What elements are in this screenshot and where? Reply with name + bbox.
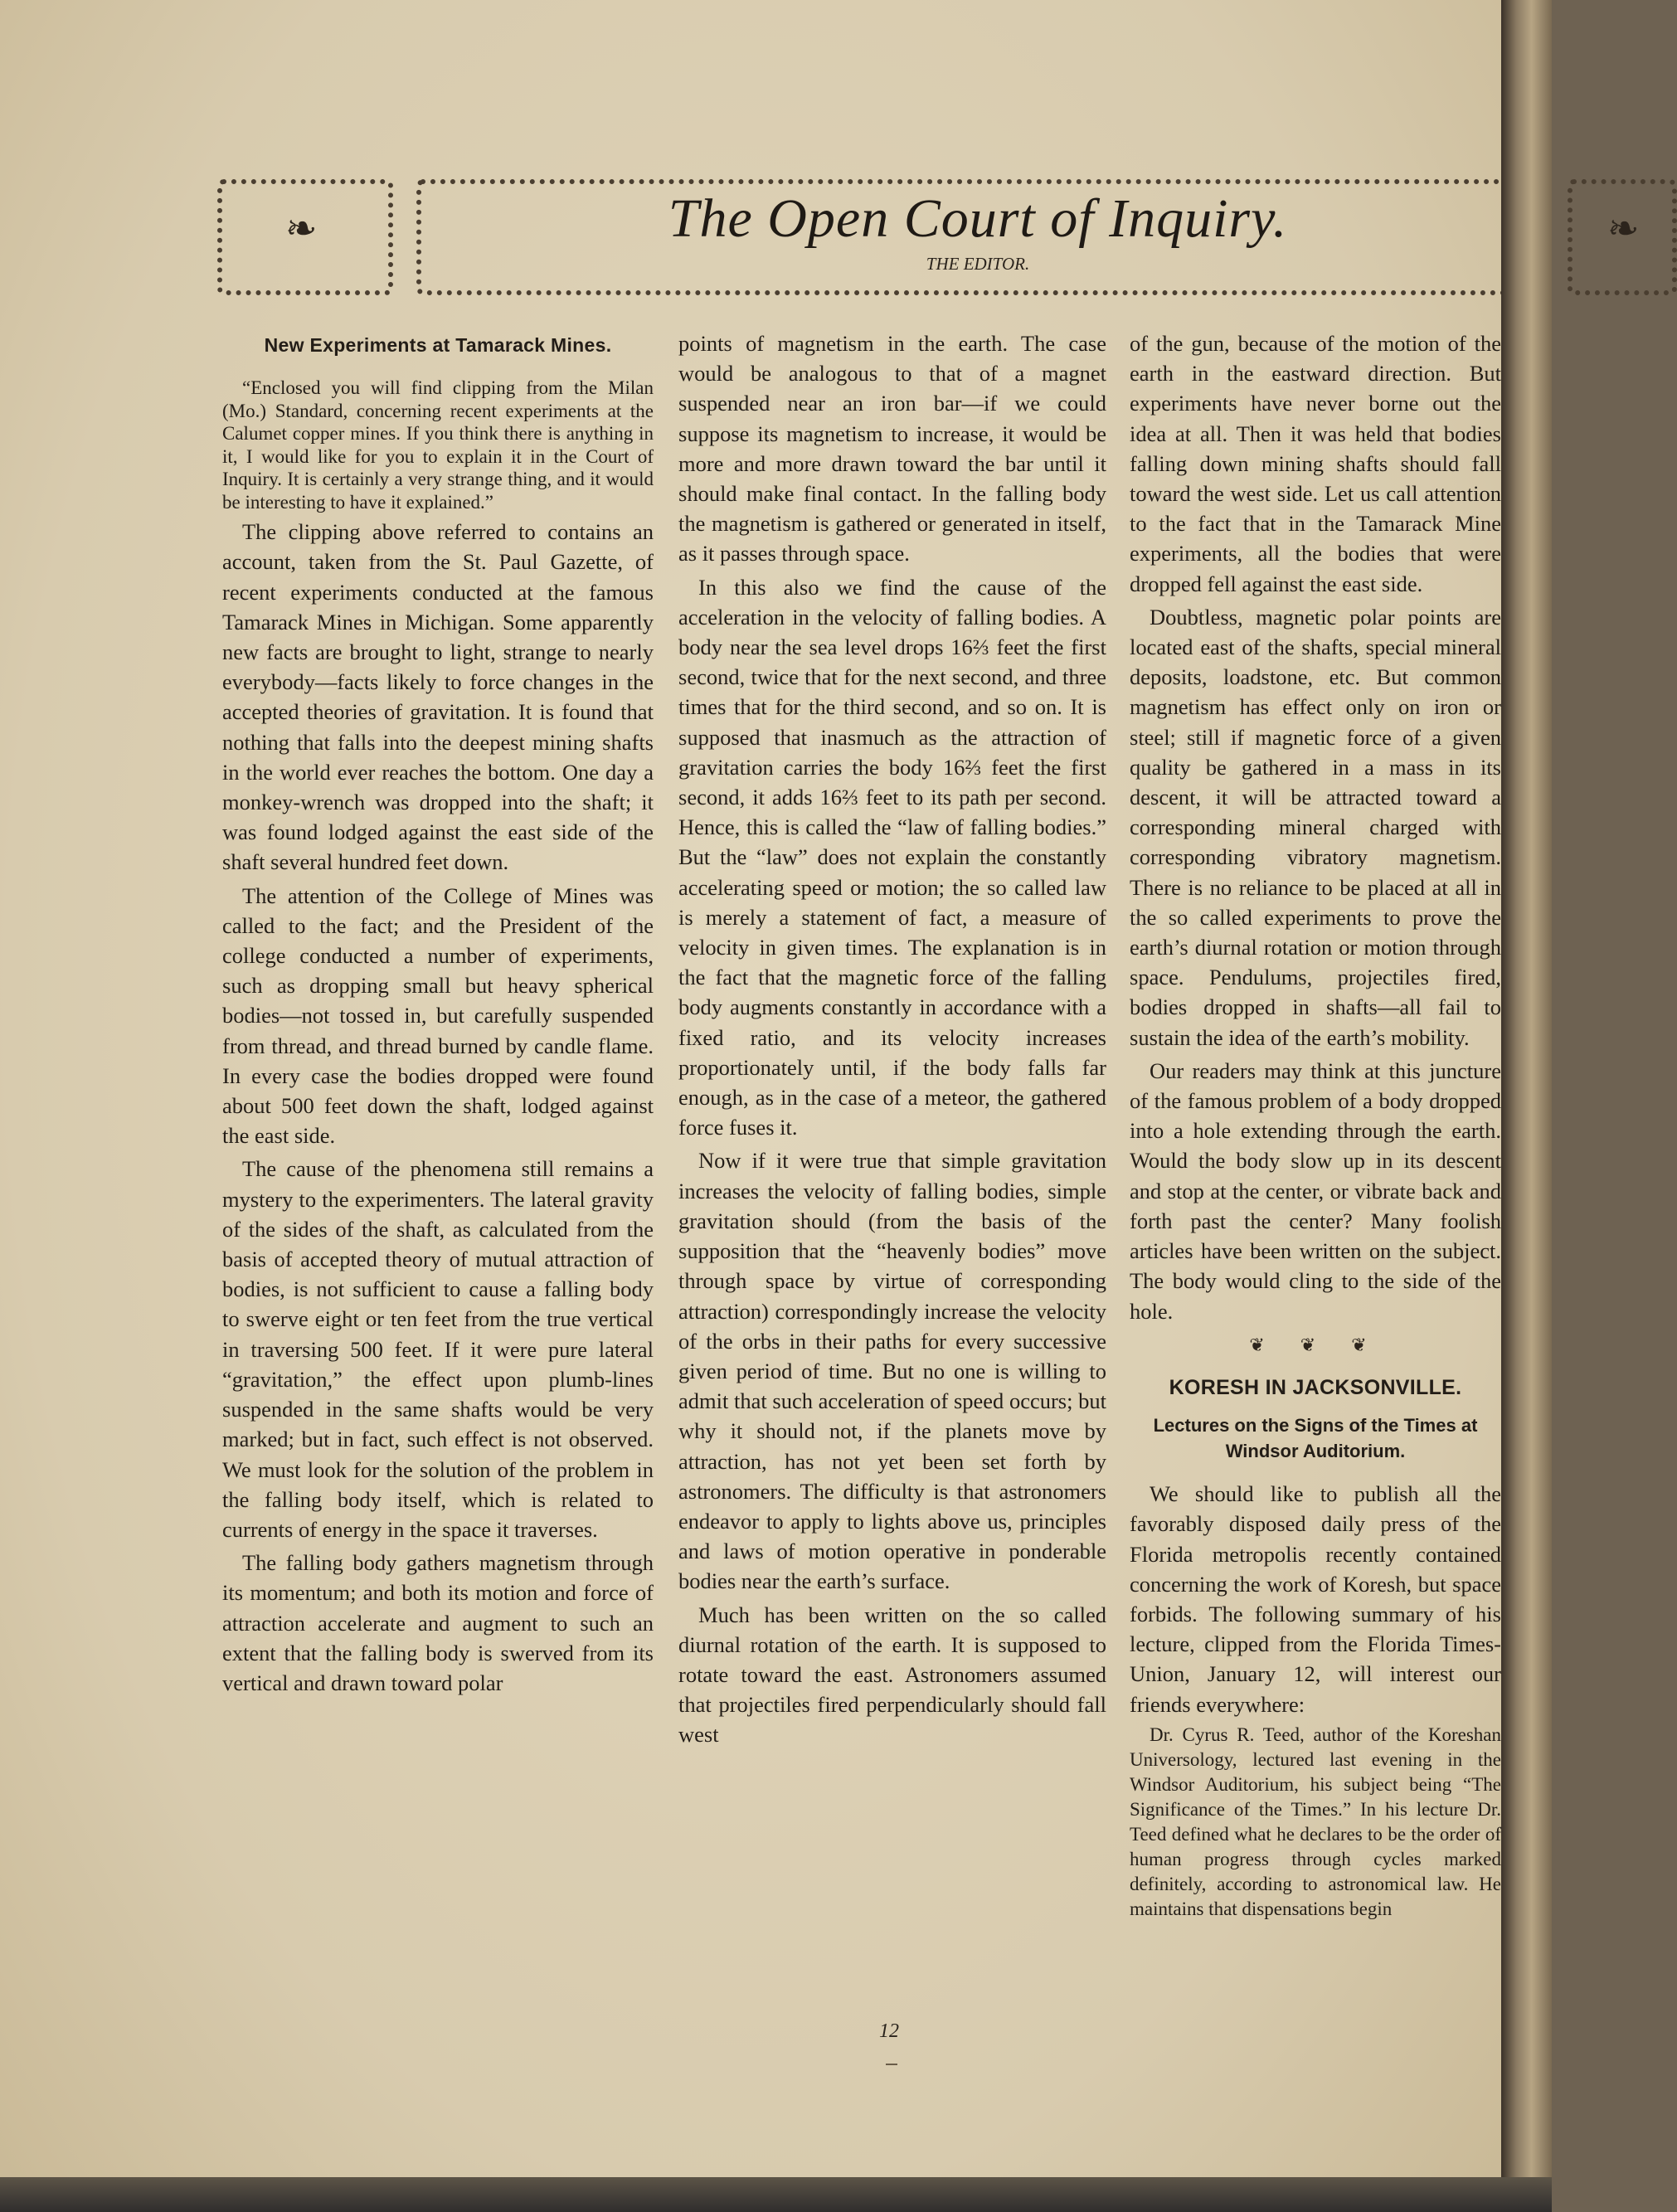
paragraph: The falling body gathers magnetism through its momentum; and both its motion and force of attraction accelerate and augment to such an extent that the falling body is swerved from its vertical and drawn toward polar bbox=[222, 1550, 654, 1695]
binding-spine bbox=[1501, 0, 1552, 2212]
article-heading: KORESH IN JACKSONVILLE. bbox=[1169, 1375, 1462, 1399]
fleuron-icon: ❧ bbox=[1607, 206, 1640, 250]
fleuron-icon: ❧ bbox=[285, 206, 318, 250]
paragraph: of the gun, because of the motion of the earth in the eastward direction. But experiments have never borne out the idea at all. Then it was held that bodies falling down mining shafts should fall toward the west side. Let us call attention to the fact that in the Tamarack Mine experiments, all the bodies that were dropped fell against the east side. bbox=[1130, 331, 1501, 596]
triple-fleuron-icon: ❦ ❦ ❦ bbox=[1249, 1334, 1382, 1356]
paragraph: The clipping above referred to contains an account, taken from the St. Paul Gazette, of recent experiments conducted at the famous Tamarack Mines in Michigan. Some apparently new facts are brought to light, strange to nearly everybody—facts likely to force changes in the accepted theories of gravitation. It is found that nothing that falls into the deepest mining shafts in the world ever reaches the bottom. One day a monkey-wrench was dropped into the shaft; it was found lodged against the east side of the shaft several hundred feet down. bbox=[222, 519, 654, 875]
folio-rule bbox=[886, 2064, 897, 2065]
paragraph: Doubtless, magnetic polar points are located east of the shafts, special mineral deposits, loadstone, etc. But common magnetism has effect only on iron or steel; still if magnetic force of a given quality be gathered in a mass in its descent, it will be attracted toward a corresponding mineral charged with corresponding vibratory magnetism. There is no reliance to be placed at all in the so called experiments to prove the earth’s diurnal rotation or motion through space. Pendulums, projectiles fired, bodies dropped in shafts—all fail to sustain the idea of the earth’s mobility. bbox=[1130, 604, 1501, 1050]
column-2 bbox=[678, 328, 1106, 1753]
column-1 bbox=[222, 328, 654, 1701]
paragraph: Our readers may think at this juncture of the famous problem of a body dropped into a hole extending through the earth. Would the body slow up in its descent and stop at the center, or vibrate back and forth past the center? Many foolish articles have been written on the subject. The body would cling to the side of the hole. bbox=[1130, 1057, 1501, 1324]
paragraph: We should like to publish all the favorably disposed daily press of the Florida metropolis recently contained concerning the work of Koresh, but space forbids. The following summary of his lecture, clipped from the Florida Times-Union, January 12, will interest our friends everywhere: bbox=[1130, 1481, 1501, 1717]
page-number: 12 bbox=[879, 2020, 899, 2042]
paragraph: points of magnetism in the earth. The case would be analogous to that of a magnet suspended near an iron bar—if we could suppose its magnetism to increase, it would be more and more drawn toward the bar until it should make final contact. In the falling body the magnetism is gathered or generated in itself, as it passes through space. bbox=[678, 331, 1106, 566]
paragraph: The attention of the College of Mines was called to the fact; and the President of the college conducted a number of experiments, such as dropping small but heavy spherical bodies—not tossed in, but carefully suspended from thread, and thread burned by candle flame. In every case the bodies dropped were found about 500 feet down the shaft, lodged against the east side. bbox=[222, 882, 654, 1149]
scan-bottom-edge bbox=[0, 2177, 1552, 2212]
paragraph: Much has been written on the so called diurnal rotation of the earth. It is supposed to rotate toward the east. Astronomers assumed that projectiles fired perpendicularly should fall west bbox=[678, 1602, 1106, 1748]
section-title: The Open Court of Inquiry. bbox=[668, 188, 1288, 249]
section-banner bbox=[217, 171, 1640, 304]
article-heading: New Experiments at Tamarack Mines. bbox=[264, 334, 612, 356]
paragraph: The cause of the phenomena still remains a mystery to the experimenters. The lateral gravity of the sides of the shaft, as calculated from the basis of accepted theory of mutual attraction of bodies, is not sufficient to cause a falling body to swerve eight or ten feet from the true vertical in traversing 500 feet. If it were pure lateral “gravitation,” the effect upon plumb-lines suspended in the same shafts would be very marked; but in fact, such effect is not observed. We must look for the solution of the problem in the falling body itself, which is related to currents of energy in the space it traverses. bbox=[222, 1156, 654, 1542]
quoted-summary: Dr. Cyrus R. Teed, author of the Koreshan Universology, lectured last evening in the Windsor Auditorium, his subject being “The Significance of the Times.” In his lecture Dr. Teed defined what he declares to be the order of human progress through cycles marked definitely, according to astronomical law. He maintains that dispensations begin bbox=[1130, 1723, 1501, 1919]
article-subheading: Lectures on the Signs of the Times at Windsor Auditorium. bbox=[1153, 1415, 1478, 1462]
reader-letter: “Enclosed you will find clipping from the Milan (Mo.) Standard, concerning recent experiments at the Calumet copper mines. If you think there is anything in it, I would like for you to explain it in the Court of Inquiry. It is certainly a very strange thing, and it would be interesting to have it explained.” bbox=[222, 377, 654, 513]
paragraph: Now if it were true that simple gravitation increases the velocity of falling bodies, simple gravitation should (from the basis of the supposition that the “heavenly bodies” move through space by virtue of corresponding attraction) correspondingly increase the velocity of the orbs in their paths for every successive given period of time. But no one is willing to admit that such acceleration of speed occurs; but why it should not, if the planets move by attraction, has not yet been set forth by astronomers. The difficulty is that astronomers endeavor to apply to lights above us, principles and laws of motion operative in ponderable bodies near the earth’s surface. bbox=[678, 1148, 1106, 1594]
section-byline: THE EDITOR. bbox=[926, 254, 1030, 274]
column-3 bbox=[1130, 328, 1501, 2037]
paragraph: In this also we find the cause of the acceleration in the velocity of falling bodies. A body near the sea level drops 16⅔ feet the first second, twice that for the next second, and three times that for the third second, and so on. It is supposed that inasmuch as the attraction of gravitation carries the body 16⅔ feet the first second, it adds 16⅔ feet to its path per second. Hence, this is called the “law of falling bodies.” But the “law” does not explain the constantly accelerating speed or motion; the so called law is merely a statement of fact, a measure of velocity in given times. The explanation is in the fact that the magnetic force of the falling body augments constantly in accordance with a fixed ratio, and its velocity increases proportionately until, if the body falls far enough, as in the case of a meteor, the gathered force fuses it. bbox=[678, 574, 1106, 1140]
